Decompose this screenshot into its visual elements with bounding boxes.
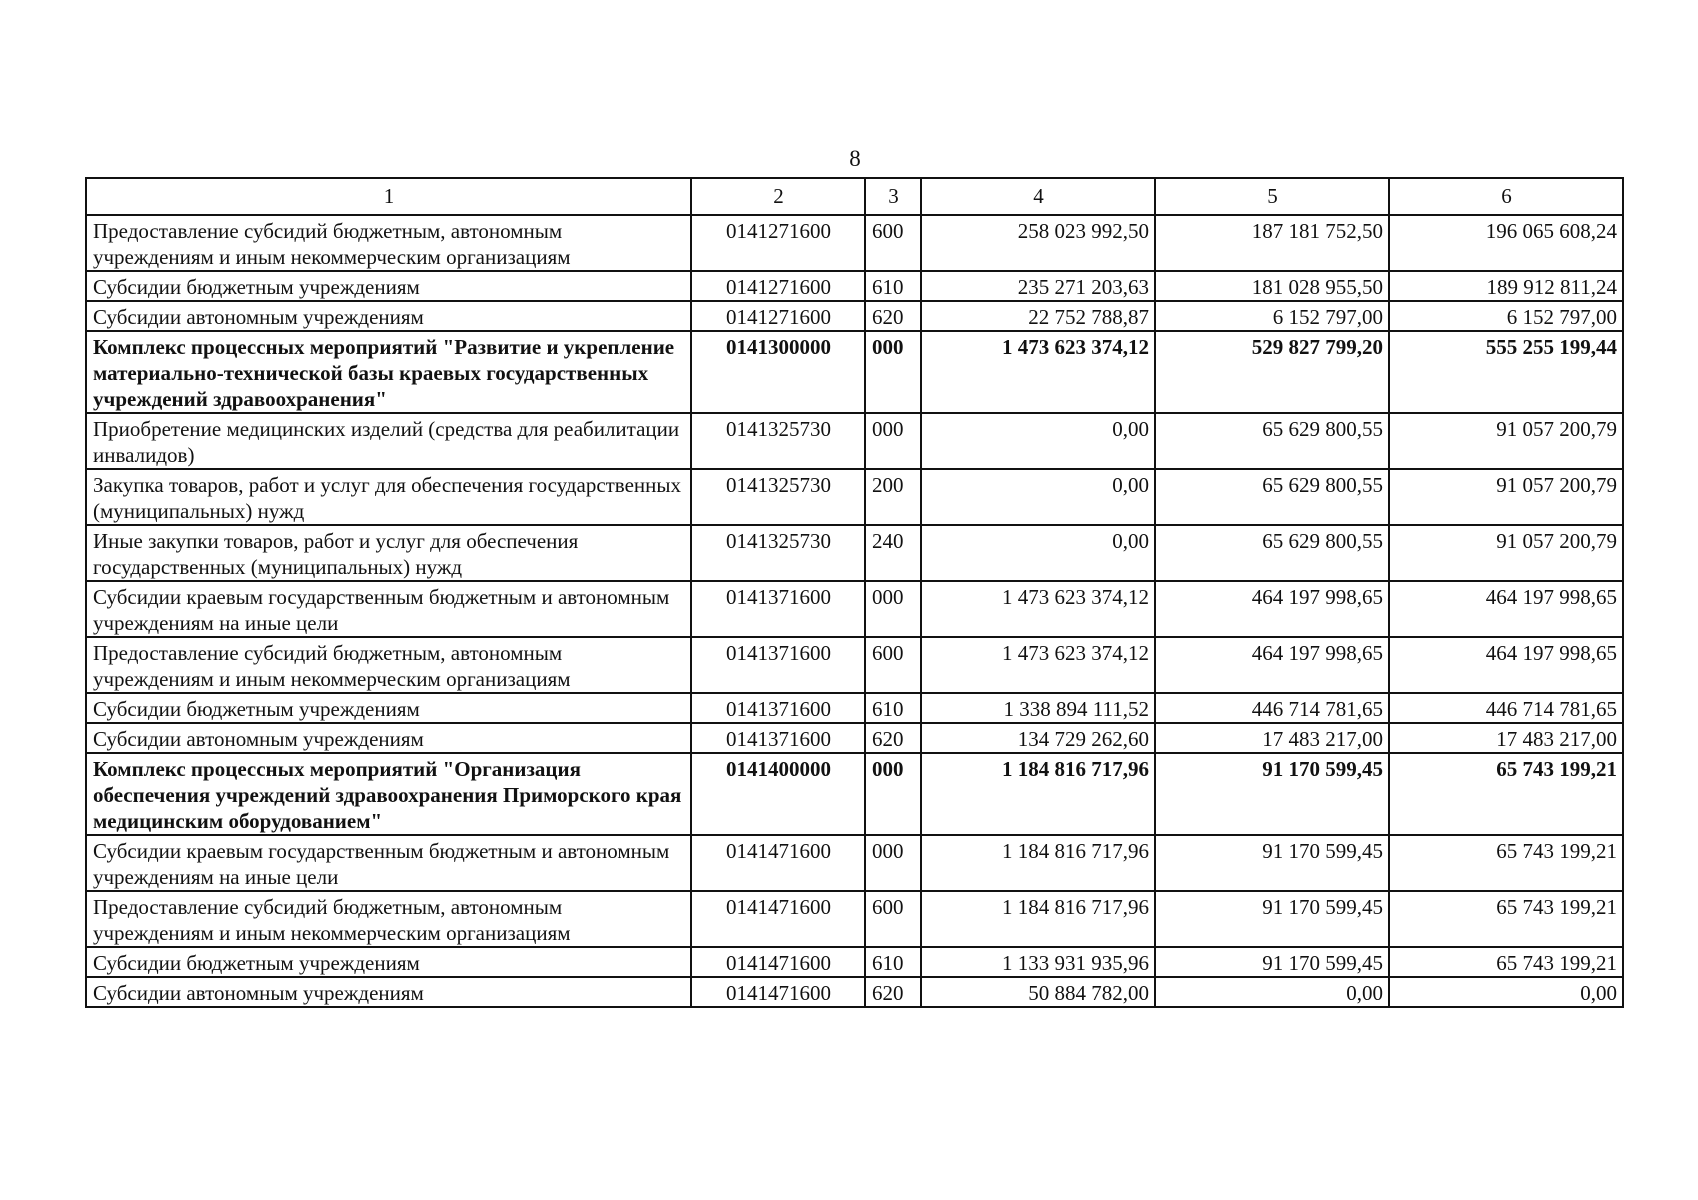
row-amount-col6: 464 197 998,65 [1389, 581, 1623, 637]
row-amount-col4: 1 184 816 717,96 [921, 835, 1155, 891]
row-amount-col4: 0,00 [921, 469, 1155, 525]
row-target-code: 0141325730 [691, 413, 865, 469]
table-row [86, 947, 1623, 977]
row-target-code: 0141371600 [691, 637, 865, 693]
row-expense-type: 200 [865, 469, 921, 525]
row-amount-col5: 6 152 797,00 [1155, 301, 1389, 331]
row-amount-col4: 50 884 782,00 [921, 977, 1155, 1007]
table-row [86, 693, 1623, 723]
table-row [86, 525, 1623, 581]
column-header-5: 5 [1155, 178, 1389, 215]
row-amount-col5: 464 197 998,65 [1155, 581, 1389, 637]
table-row [86, 891, 1623, 947]
row-target-code: 0141271600 [691, 301, 865, 331]
row-target-code: 0141400000 [691, 753, 865, 835]
row-amount-col4: 258 023 992,50 [921, 215, 1155, 271]
row-amount-col6: 65 743 199,21 [1389, 753, 1623, 835]
row-target-code: 0141371600 [691, 581, 865, 637]
row-amount-col6: 91 057 200,79 [1389, 525, 1623, 581]
row-amount-col4: 0,00 [921, 525, 1155, 581]
row-amount-col6: 555 255 199,44 [1389, 331, 1623, 413]
row-amount-col6: 196 065 608,24 [1389, 215, 1623, 271]
row-amount-col4: 1 473 623 374,12 [921, 637, 1155, 693]
row-target-code: 0141325730 [691, 469, 865, 525]
row-amount-col4: 1 184 816 717,96 [921, 891, 1155, 947]
row-name: Субсидии краевым государственным бюджетным и автономным учреждениям на иные цели [86, 835, 691, 891]
row-expense-type: 620 [865, 723, 921, 753]
row-name: Субсидии автономным учреждениям [86, 977, 691, 1007]
row-name: Иные закупки товаров, работ и услуг для обеспечения государственных (муниципальных) нужд [86, 525, 691, 581]
row-target-code: 0141300000 [691, 331, 865, 413]
row-name: Субсидии краевым государственным бюджетным и автономным учреждениям на иные цели [86, 581, 691, 637]
row-name: Предоставление субсидий бюджетным, автономным учреждениям и иным некоммерческим организациям [86, 215, 691, 271]
table-header-row [86, 178, 1623, 215]
row-amount-col5: 65 629 800,55 [1155, 469, 1389, 525]
table-row-section [86, 331, 1623, 413]
row-amount-col4: 1 133 931 935,96 [921, 947, 1155, 977]
table-row [86, 413, 1623, 469]
row-amount-col5: 91 170 599,45 [1155, 947, 1389, 977]
table-row [86, 271, 1623, 301]
row-amount-col5: 65 629 800,55 [1155, 525, 1389, 581]
row-target-code: 0141471600 [691, 835, 865, 891]
row-expense-type: 000 [865, 835, 921, 891]
row-expense-type: 000 [865, 581, 921, 637]
row-target-code: 0141371600 [691, 723, 865, 753]
row-amount-col5: 91 170 599,45 [1155, 835, 1389, 891]
row-target-code: 0141371600 [691, 693, 865, 723]
row-amount-col4: 235 271 203,63 [921, 271, 1155, 301]
row-name: Субсидии бюджетным учреждениям [86, 693, 691, 723]
row-amount-col5: 0,00 [1155, 977, 1389, 1007]
row-amount-col6: 65 743 199,21 [1389, 891, 1623, 947]
row-expense-type: 620 [865, 301, 921, 331]
row-amount-col5: 91 170 599,45 [1155, 753, 1389, 835]
table-row-section [86, 753, 1623, 835]
row-target-code: 0141325730 [691, 525, 865, 581]
table-row [86, 581, 1623, 637]
table-row [86, 215, 1623, 271]
row-expense-type: 600 [865, 215, 921, 271]
row-target-code: 0141271600 [691, 271, 865, 301]
table-row [86, 723, 1623, 753]
row-expense-type: 610 [865, 947, 921, 977]
row-name: Комплекс процессных мероприятий "Организация обеспечения учреждений здравоохранения Приморского края медицинским оборудованием" [86, 753, 691, 835]
row-amount-col5: 65 629 800,55 [1155, 413, 1389, 469]
row-name: Комплекс процессных мероприятий "Развитие и укрепление материально-технической базы краевых государственных учреждений здравоохранения" [86, 331, 691, 413]
row-target-code: 0141471600 [691, 977, 865, 1007]
budget-table [85, 177, 1624, 1008]
row-expense-type: 000 [865, 753, 921, 835]
row-amount-col5: 181 028 955,50 [1155, 271, 1389, 301]
column-header-3: 3 [865, 178, 921, 215]
row-target-code: 0141471600 [691, 891, 865, 947]
column-header-1: 1 [86, 178, 691, 215]
table-row [86, 977, 1623, 1007]
row-name: Субсидии бюджетным учреждениям [86, 947, 691, 977]
row-amount-col4: 1 338 894 111,52 [921, 693, 1155, 723]
row-target-code: 0141471600 [691, 947, 865, 977]
table-row [86, 469, 1623, 525]
column-header-4: 4 [921, 178, 1155, 215]
row-amount-col5: 17 483 217,00 [1155, 723, 1389, 753]
row-expense-type: 600 [865, 891, 921, 947]
row-expense-type: 000 [865, 331, 921, 413]
row-expense-type: 240 [865, 525, 921, 581]
row-name: Субсидии автономным учреждениям [86, 301, 691, 331]
row-amount-col6: 91 057 200,79 [1389, 413, 1623, 469]
row-amount-col6: 464 197 998,65 [1389, 637, 1623, 693]
table-row [86, 835, 1623, 891]
row-expense-type: 600 [865, 637, 921, 693]
row-name: Предоставление субсидий бюджетным, автономным учреждениям и иным некоммерческим организациям [86, 891, 691, 947]
row-amount-col5: 529 827 799,20 [1155, 331, 1389, 413]
row-expense-type: 620 [865, 977, 921, 1007]
row-amount-col6: 0,00 [1389, 977, 1623, 1007]
row-amount-col6: 65 743 199,21 [1389, 947, 1623, 977]
row-expense-type: 610 [865, 271, 921, 301]
row-amount-col6: 65 743 199,21 [1389, 835, 1623, 891]
row-amount-col6: 91 057 200,79 [1389, 469, 1623, 525]
row-amount-col4: 1 473 623 374,12 [921, 581, 1155, 637]
row-expense-type: 610 [865, 693, 921, 723]
row-amount-col6: 189 912 811,24 [1389, 271, 1623, 301]
row-name: Закупка товаров, работ и услуг для обеспечения государственных (муниципальных) нужд [86, 469, 691, 525]
row-amount-col5: 446 714 781,65 [1155, 693, 1389, 723]
row-amount-col4: 22 752 788,87 [921, 301, 1155, 331]
row-name: Приобретение медицинских изделий (средства для реабилитации инвалидов) [86, 413, 691, 469]
row-amount-col4: 1 473 623 374,12 [921, 331, 1155, 413]
table-row [86, 301, 1623, 331]
row-target-code: 0141271600 [691, 215, 865, 271]
row-amount-col4: 134 729 262,60 [921, 723, 1155, 753]
column-header-6: 6 [1389, 178, 1623, 215]
page-number: 8 [849, 146, 861, 171]
column-header-2: 2 [691, 178, 865, 215]
row-amount-col4: 0,00 [921, 413, 1155, 469]
row-amount-col5: 91 170 599,45 [1155, 891, 1389, 947]
row-name: Субсидии бюджетным учреждениям [86, 271, 691, 301]
table-row [86, 637, 1623, 693]
row-amount-col6: 6 152 797,00 [1389, 301, 1623, 331]
row-amount-col6: 17 483 217,00 [1389, 723, 1623, 753]
row-amount-col5: 187 181 752,50 [1155, 215, 1389, 271]
row-amount-col4: 1 184 816 717,96 [921, 753, 1155, 835]
row-amount-col5: 464 197 998,65 [1155, 637, 1389, 693]
row-name: Предоставление субсидий бюджетным, автономным учреждениям и иным некоммерческим организациям [86, 637, 691, 693]
row-name: Субсидии автономным учреждениям [86, 723, 691, 753]
row-amount-col6: 446 714 781,65 [1389, 693, 1623, 723]
row-expense-type: 000 [865, 413, 921, 469]
